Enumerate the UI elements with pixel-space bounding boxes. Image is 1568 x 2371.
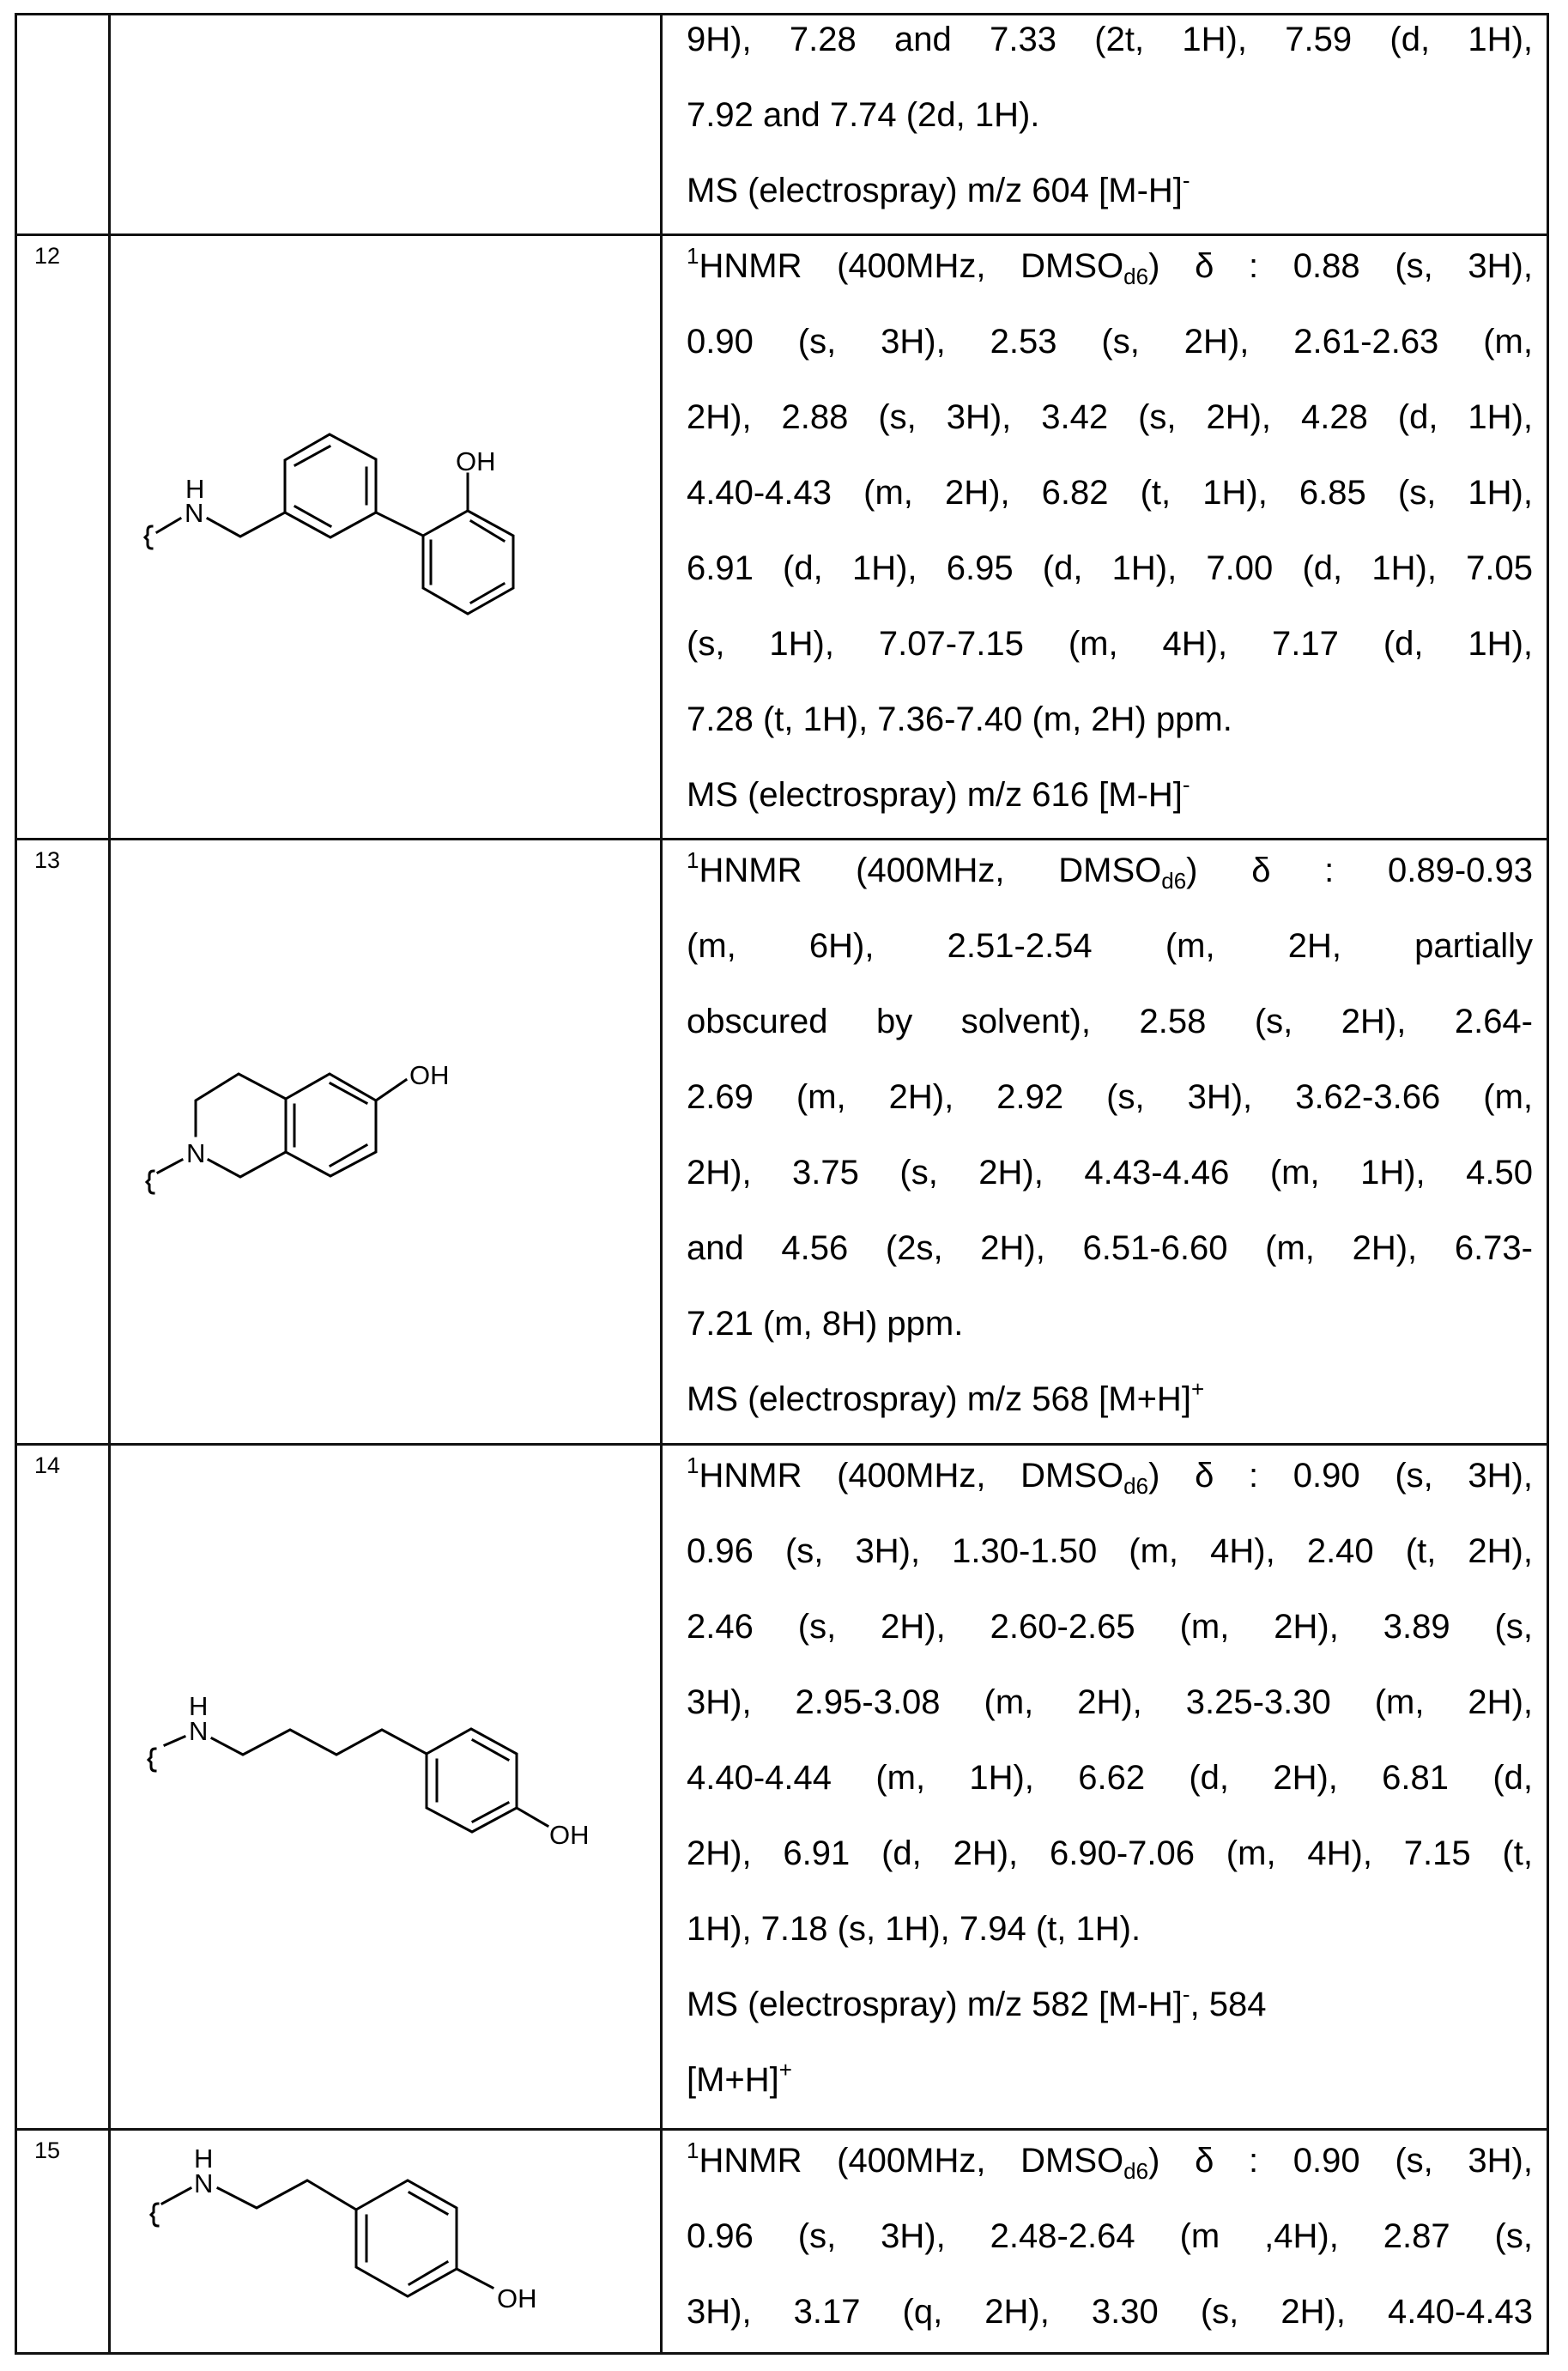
text-segment: HNMR (400MHz, DMSO — [699, 2142, 1123, 2180]
text-segment: 4.40-4.43 (m, 2H), 6.82 (t, 1H), 6.85 (s, 1H), — [687, 474, 1533, 512]
superscript: + — [779, 2057, 792, 2083]
text-segment: 1H), 7.18 (s, 1H), 7.94 (t, 1H). — [687, 1910, 1141, 1948]
text-segment: ) δ : 0.90 (s, 3H), — [1148, 2142, 1533, 2180]
text-segment: MS (electrospray) m/z 568 [M+H] — [687, 1380, 1191, 1418]
subscript: d6 — [1123, 1473, 1148, 1499]
text-segment: 2H), 2.88 (s, 3H), 3.42 (s, 2H), 4.28 (d, 1H), — [687, 398, 1533, 436]
text-segment: 3H), 3.17 (q, 2H), 3.30 (s, 2H), 4.40-4.43 — [687, 2293, 1533, 2331]
text-segment: (s, 1H), 7.07-7.15 (m, 4H), 7.17 (d, 1H), — [687, 625, 1533, 663]
example-number: 14 — [34, 1452, 60, 1478]
atom-label-oh: OH — [549, 1820, 590, 1850]
superscript: - — [1183, 167, 1190, 193]
subscript: d6 — [1161, 868, 1186, 894]
superscript: 1 — [687, 847, 699, 873]
text-segment: MS (electrospray) m/z 582 [M-H] — [687, 1986, 1183, 2023]
text-segment: HNMR (400MHz, DMSO — [699, 1457, 1123, 1495]
text-segment: MS (electrospray) m/z 604 [M-H] — [687, 172, 1183, 209]
text-segment: , 584 — [1190, 1986, 1267, 2023]
text-segment: 2.46 (s, 2H), 2.60-2.65 (m, 2H), 3.89 (s, — [687, 1608, 1533, 1646]
atom-label-n: N — [194, 2168, 213, 2198]
atom-label-oh: OH — [497, 2283, 537, 2313]
text-segment: 7.21 (m, 8H) ppm. — [687, 1305, 963, 1343]
text-segment: ) δ : 0.89-0.93 — [1186, 852, 1533, 889]
superscript: 1 — [687, 243, 699, 269]
atom-label-h: H — [194, 2144, 213, 2174]
example-number: 12 — [34, 243, 60, 269]
atom-label-oh: OH — [456, 446, 496, 476]
superscript: 1 — [687, 1452, 699, 1478]
text-segment: HNMR (400MHz, DMSO — [699, 852, 1161, 889]
atom-label-n: N — [185, 498, 203, 528]
atom-label-oh: OH — [409, 1060, 450, 1090]
text-segment: 2H), 3.75 (s, 2H), 4.43-4.46 (m, 1H), 4.50 — [687, 1154, 1533, 1192]
document-page — [0, 0, 1568, 2371]
text-segment: ) δ : 0.90 (s, 3H), — [1148, 1457, 1533, 1495]
structure-example-14 — [148, 1691, 590, 1850]
atom-label-n: N — [186, 1138, 205, 1168]
superscript: - — [1183, 1981, 1190, 2007]
example-number: 15 — [34, 2138, 60, 2163]
text-segment: 9H), 7.28 and 7.33 (2t, 1H), 7.59 (d, 1H), — [687, 21, 1533, 58]
text-segment: (m, 6H), 2.51-2.54 (m, 2H, partially — [687, 927, 1533, 965]
atom-label-n: N — [189, 1716, 208, 1746]
subscript: d6 — [1123, 264, 1148, 289]
superscript: 1 — [687, 2138, 699, 2163]
text-segment: 7.28 (t, 1H), 7.36-7.40 (m, 2H) ppm. — [687, 700, 1232, 738]
text-segment: obscured by solvent), 2.58 (s, 2H), 2.64- — [687, 1003, 1533, 1040]
atom-label-h: H — [185, 474, 204, 504]
structure-example-12 — [145, 434, 513, 614]
text-segment: 2.69 (m, 2H), 2.92 (s, 3H), 3.62-3.66 (m, — [687, 1078, 1533, 1116]
chemical-structures — [0, 0, 1568, 2371]
text-segment: MS (electrospray) m/z 616 [M-H] — [687, 776, 1183, 814]
text-segment: HNMR (400MHz, DMSO — [699, 247, 1123, 285]
text-segment: 0.96 (s, 3H), 2.48-2.64 (m ,4H), 2.87 (s, — [687, 2217, 1533, 2255]
superscript: - — [1183, 772, 1190, 797]
text-segment: [M+H] — [687, 2061, 779, 2099]
atom-label-h: H — [189, 1691, 208, 1721]
structure-example-13 — [147, 1060, 450, 1193]
subscript: d6 — [1123, 2158, 1148, 2184]
example-number: 13 — [34, 847, 60, 873]
text-segment: 0.90 (s, 3H), 2.53 (s, 2H), 2.61-2.63 (m, — [687, 323, 1533, 361]
text-segment: 2H), 6.91 (d, 2H), 6.90-7.06 (m, 4H), 7.15 (t, — [687, 1834, 1533, 1872]
text-segment: 4.40-4.44 (m, 1H), 6.62 (d, 2H), 6.81 (d, — [687, 1759, 1533, 1797]
text-segment: 6.91 (d, 1H), 6.95 (d, 1H), 7.00 (d, 1H), 7.05 — [687, 549, 1533, 587]
text-segment: 0.96 (s, 3H), 1.30-1.50 (m, 4H), 2.40 (t, 2H), — [687, 1532, 1533, 1570]
text-segment: and 4.56 (2s, 2H), 6.51-6.60 (m, 2H), 6.73- — [687, 1229, 1533, 1267]
text-segment: ) δ : 0.88 (s, 3H), — [1148, 247, 1533, 285]
superscript: + — [1191, 1376, 1204, 1402]
structure-example-15 — [151, 2144, 537, 2313]
text-segment: 7.92 and 7.74 (2d, 1H). — [687, 96, 1039, 134]
text-segment: 3H), 2.95-3.08 (m, 2H), 3.25-3.30 (m, 2H), — [687, 1683, 1533, 1721]
